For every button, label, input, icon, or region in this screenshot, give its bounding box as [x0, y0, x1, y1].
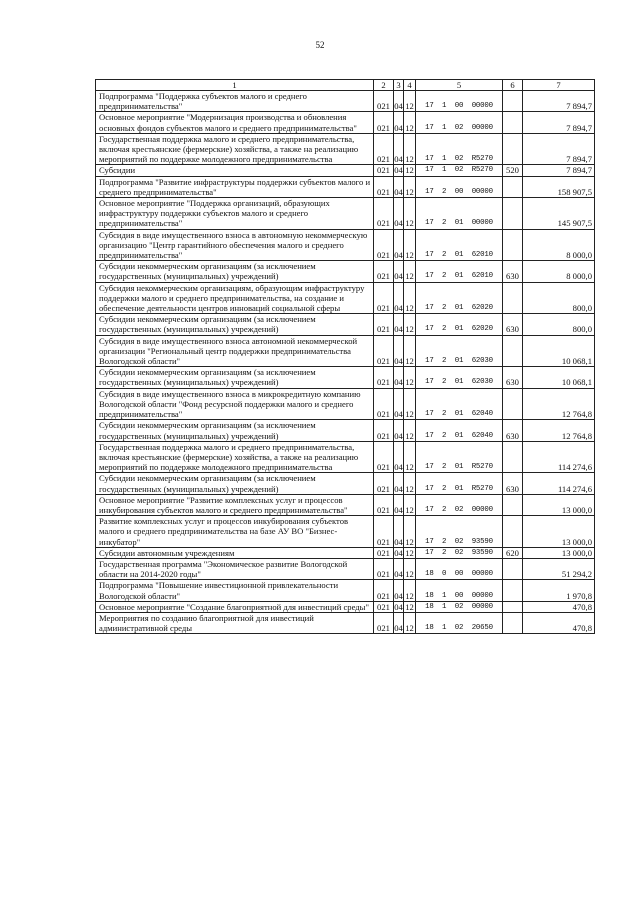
cell-name: Субсидия некоммерческим организациям, образующим инфраструктуру поддержки малого и среднего предпринимательства, на создание и обеспечение деятельности центров инноваций социальной сферы — [96, 282, 374, 314]
cell-sum: 114 274,6 — [523, 473, 595, 494]
table-header-row — [96, 80, 595, 91]
cell-csr: 17 2 01 62040 — [416, 420, 503, 441]
cell-sum: 800,0 — [523, 282, 595, 314]
cell-vr: 630 — [503, 473, 523, 494]
cell-pr: 12 — [404, 282, 416, 314]
cell-name: Субсидии некоммерческим организациям (за исключением государственных (муниципальных) учреждений) — [96, 314, 374, 335]
cell-gr: 021 — [374, 335, 394, 367]
cell-pr: 12 — [404, 229, 416, 261]
cell-vr — [503, 229, 523, 261]
cell-csr: 18 1 02 20650 — [416, 612, 503, 633]
cell-csr: 17 2 00 00000 — [416, 176, 503, 197]
cell-gr: 021 — [374, 388, 394, 420]
cell-pr: 12 — [404, 198, 416, 230]
table-row — [96, 367, 595, 388]
cell-sum: 10 068,1 — [523, 367, 595, 388]
table-row — [96, 547, 595, 558]
cell-rz: 04 — [394, 367, 404, 388]
cell-csr: 17 1 02 R5270 — [416, 165, 503, 176]
cell-gr: 021 — [374, 165, 394, 176]
cell-gr: 021 — [374, 367, 394, 388]
cell-pr: 12 — [405, 547, 414, 558]
cell-csr: 17 2 01 62010 — [416, 261, 503, 282]
table-row — [96, 516, 595, 548]
column-header-name: 1 — [96, 80, 374, 91]
cell-csr: 17 2 01 62030 — [416, 335, 503, 367]
cell-sum: 10 068,1 — [523, 335, 595, 367]
cell-sum: 470,8 — [523, 601, 595, 612]
cell-pr: 12 — [405, 601, 414, 612]
table-row — [96, 133, 595, 165]
cell-name: Мероприятия по созданию благоприятной для инвестиций административной среды — [96, 612, 374, 633]
cell-pr: 12 — [405, 165, 414, 176]
cell-pr: 12 — [404, 335, 416, 367]
cell-name: Субсидии некоммерческим организациям (за исключением государственных (муниципальных) учреждений) — [96, 367, 374, 388]
cell-name: Субсидии некоммерческим организациям (за исключением государственных (муниципальных) учреждений) — [96, 261, 374, 282]
cell-sum: 7 894,7 — [523, 133, 595, 165]
column-header-vr: 6 — [503, 80, 523, 91]
cell-gr: 021 — [374, 473, 394, 494]
cell-csr: 17 2 02 93590 — [416, 516, 503, 548]
cell-gr: 021 — [374, 612, 394, 633]
cell-gr: 021 — [374, 198, 394, 230]
table-row — [96, 580, 595, 601]
cell-sum: 8 000,0 — [523, 229, 595, 261]
cell-pr: 12 — [404, 441, 416, 473]
table-row — [96, 91, 595, 112]
cell-gr: 021 — [374, 229, 394, 261]
cell-sum: 470,8 — [523, 612, 595, 633]
cell-pr: 12 — [404, 473, 416, 494]
cell-gr: 021 — [374, 91, 394, 112]
cell-gr: 021 — [374, 314, 394, 335]
page-number: 52 — [315, 40, 325, 50]
cell-sum: 145 907,5 — [523, 198, 595, 230]
cell-gr: 021 — [374, 601, 394, 612]
table-row — [96, 282, 595, 314]
cell-rz: 04 — [394, 612, 404, 633]
cell-vr — [503, 91, 523, 112]
cell-sum: 13 000,0 — [523, 547, 595, 558]
cell-gr: 021 — [374, 112, 394, 133]
cell-rz: 04 — [394, 112, 404, 133]
budget-table — [95, 79, 595, 634]
table-row — [96, 176, 595, 197]
cell-gr: 021 — [374, 133, 394, 165]
cell-gr: 021 — [374, 441, 394, 473]
cell-rz: 04 — [394, 335, 404, 367]
table-row — [96, 198, 595, 230]
cell-rz: 04 — [394, 494, 404, 515]
cell-rz: 04 — [394, 441, 404, 473]
cell-pr: 12 — [404, 176, 416, 197]
cell-vr — [503, 441, 523, 473]
column-header-rz: 3 — [394, 80, 404, 91]
table-row — [96, 165, 595, 176]
table-row — [96, 558, 595, 579]
cell-rz: 04 — [394, 165, 403, 176]
cell-csr: 17 1 00 00000 — [416, 91, 503, 112]
cell-name: Субсидии автономным учреждениям — [96, 547, 374, 558]
cell-name: Подпрограмма "Развитие инфраструктуры поддержки субъектов малого и среднего предпринимательства" — [96, 176, 374, 197]
table-row — [96, 229, 595, 261]
table-row — [96, 112, 595, 133]
cell-vr — [503, 388, 523, 420]
cell-vr — [503, 612, 523, 633]
cell-vr — [503, 516, 523, 548]
cell-name: Субсидия в виде имущественного взноса в микрокредитную компанию Вологодской области "Фонд ресурсной поддержки малого и среднего предпринимательства" — [96, 388, 374, 420]
table-row — [96, 441, 595, 473]
cell-gr: 021 — [374, 420, 394, 441]
cell-name: Подпрограмма "Поддержка субъектов малого и среднего предпринимательства" — [96, 91, 374, 112]
column-header-csr: 5 — [416, 80, 503, 91]
cell-rz: 04 — [394, 229, 404, 261]
cell-pr: 12 — [404, 261, 416, 282]
cell-vr — [503, 335, 523, 367]
cell-gr: 021 — [374, 282, 394, 314]
cell-rz: 04 — [394, 261, 404, 282]
cell-sum: 7 894,7 — [523, 91, 595, 112]
cell-name: Субсидии некоммерческим организациям (за исключением государственных (муниципальных) учреждений) — [96, 473, 374, 494]
cell-name: Субсидии некоммерческим организациям (за исключением государственных (муниципальных) учреждений) — [96, 420, 374, 441]
cell-vr — [503, 282, 523, 314]
cell-pr: 12 — [404, 580, 416, 601]
cell-name: Основное мероприятие "Создание благоприятной для инвестиций среды" — [96, 601, 374, 612]
cell-pr: 12 — [404, 314, 416, 335]
cell-sum: 114 274,6 — [523, 441, 595, 473]
cell-csr: 17 2 01 62010 — [416, 229, 503, 261]
cell-csr: 17 2 01 62030 — [416, 367, 503, 388]
cell-csr: 18 1 00 00000 — [416, 580, 503, 601]
table-row — [96, 494, 595, 515]
table-row — [96, 473, 595, 494]
cell-gr: 021 — [374, 558, 394, 579]
cell-rz: 04 — [394, 516, 404, 548]
cell-name: Субсидия в виде имущественного взноса в автономную некоммерческую организацию "Центр гарантийного обеспечения малого и среднего предпринимательства" — [96, 229, 374, 261]
cell-rz: 04 — [394, 282, 404, 314]
cell-rz: 04 — [394, 176, 404, 197]
cell-pr: 12 — [404, 112, 416, 133]
cell-name: Подпрограмма "Повышение инвестиционной привлекательности Вологодской области" — [96, 580, 374, 601]
cell-pr: 12 — [404, 558, 416, 579]
cell-vr: 520 — [503, 165, 523, 176]
cell-csr: 17 2 01 62020 — [416, 282, 503, 314]
cell-csr: 17 2 01 00000 — [416, 198, 503, 230]
cell-name: Государственная программа "Экономическое развитие Вологодской области на 2014-2020 годы" — [96, 558, 374, 579]
cell-sum: 1 970,8 — [523, 580, 595, 601]
cell-rz: 04 — [394, 314, 404, 335]
cell-rz: 04 — [394, 580, 404, 601]
cell-name: Субсидии — [96, 165, 374, 176]
cell-name: Государственная поддержка малого и среднего предпринимательства, включая крестьянские (фермерские) хозяйства, а также на реализацию мероприятий по поддержке молодежного предпринимательства — [96, 133, 374, 165]
cell-sum: 800,0 — [523, 314, 595, 335]
cell-csr: 17 2 01 62040 — [416, 388, 503, 420]
column-header-gr: 2 — [374, 80, 394, 91]
cell-rz: 04 — [394, 91, 404, 112]
cell-vr — [503, 494, 523, 515]
cell-sum: 158 907,5 — [523, 176, 595, 197]
cell-vr — [503, 176, 523, 197]
cell-csr: 17 1 02 R5270 — [416, 133, 503, 165]
cell-vr: 630 — [503, 314, 523, 335]
cell-gr: 021 — [374, 494, 394, 515]
cell-rz: 04 — [394, 133, 404, 165]
cell-vr — [503, 601, 523, 612]
cell-sum: 12 764,8 — [523, 388, 595, 420]
cell-vr: 630 — [503, 367, 523, 388]
table-row — [96, 335, 595, 367]
cell-rz: 04 — [394, 198, 404, 230]
cell-vr: 630 — [503, 420, 523, 441]
column-header-pr: 4 — [404, 80, 416, 91]
cell-pr: 12 — [404, 91, 416, 112]
cell-vr — [503, 198, 523, 230]
cell-gr: 021 — [374, 176, 394, 197]
table-body — [96, 91, 595, 634]
cell-csr: 17 2 02 00000 — [416, 494, 503, 515]
table-row — [96, 420, 595, 441]
cell-rz: 04 — [394, 388, 404, 420]
cell-sum: 13 000,0 — [523, 494, 595, 515]
table-row — [96, 612, 595, 633]
cell-name: Основное мероприятие "Модернизация производства и обновления основных фондов субъектов малого и среднего предпринимательства" — [96, 112, 374, 133]
cell-sum: 7 894,7 — [523, 165, 595, 176]
cell-csr: 17 2 02 93590 — [416, 547, 503, 558]
cell-pr: 12 — [404, 367, 416, 388]
cell-pr: 12 — [404, 494, 416, 515]
cell-gr: 021 — [374, 261, 394, 282]
cell-vr: 620 — [503, 547, 523, 558]
cell-vr: 630 — [503, 261, 523, 282]
cell-csr: 17 1 02 00000 — [416, 112, 503, 133]
cell-pr: 12 — [404, 612, 416, 633]
cell-sum: 13 000,0 — [523, 516, 595, 548]
cell-rz: 04 — [394, 558, 404, 579]
cell-csr: 17 2 01 R5270 — [416, 473, 503, 494]
cell-pr: 12 — [404, 516, 416, 548]
cell-pr: 12 — [404, 420, 416, 441]
cell-gr: 021 — [374, 580, 394, 601]
table-row — [96, 314, 595, 335]
cell-csr: 17 2 01 R5270 — [416, 441, 503, 473]
cell-pr: 12 — [404, 133, 416, 165]
cell-name: Основное мероприятие "Развитие комплексных услуг и процессов инкубирования субъектов малого и среднего предпринимательства" — [96, 494, 374, 515]
cell-sum: 7 894,7 — [523, 112, 595, 133]
cell-name: Субсидия в виде имущественного взноса автономной некоммерческой организации "Региональный центр поддержки предпринимательства Вологодской области" — [96, 335, 374, 367]
cell-csr: 17 2 01 62020 — [416, 314, 503, 335]
cell-name: Государственная поддержка малого и среднего предпринимательства, включая крестьянские (фермерские) хозяйства, а также на реализацию мероприятий по поддержке молодежного предпринимательства — [96, 441, 374, 473]
cell-rz: 04 — [394, 547, 403, 558]
cell-sum: 8 000,0 — [523, 261, 595, 282]
table-row — [96, 261, 595, 282]
cell-vr — [503, 133, 523, 165]
table-row — [96, 601, 595, 612]
cell-pr: 12 — [404, 388, 416, 420]
column-header-sum: 7 — [523, 80, 595, 91]
cell-csr: 18 1 02 00000 — [416, 601, 503, 612]
cell-vr — [503, 558, 523, 579]
cell-vr — [503, 580, 523, 601]
cell-csr: 18 0 00 00000 — [416, 558, 503, 579]
cell-gr: 021 — [374, 547, 394, 558]
cell-rz: 04 — [394, 473, 404, 494]
cell-rz: 04 — [394, 601, 403, 612]
cell-sum: 51 294,2 — [523, 558, 595, 579]
cell-rz: 04 — [394, 420, 404, 441]
cell-vr — [503, 112, 523, 133]
cell-name: Развитие комплексных услуг и процессов инкубирования субъектов малого и среднего предпринимательства на базе АУ ВО "Бизнес-инкубатор" — [96, 516, 374, 548]
cell-gr: 021 — [374, 516, 394, 548]
table-row — [96, 388, 595, 420]
cell-sum: 12 764,8 — [523, 420, 595, 441]
cell-name: Основное мероприятие "Поддержка организаций, образующих инфраструктуру поддержки субъектов малого и среднего предпринимательства" — [96, 198, 374, 230]
